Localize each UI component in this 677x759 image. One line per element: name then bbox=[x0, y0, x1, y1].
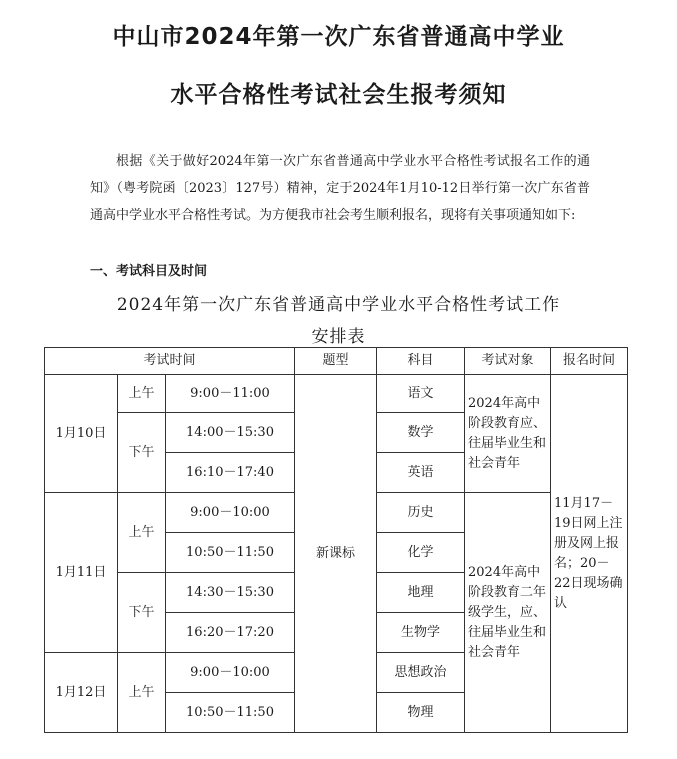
header-registration: 报名时间 bbox=[551, 348, 628, 375]
exam-schedule-table bbox=[44, 347, 628, 733]
time-cell: 10:50－11:50 bbox=[166, 693, 295, 733]
time-cell: 9:00－11:00 bbox=[166, 375, 295, 413]
table-row bbox=[45, 375, 628, 413]
time-cell: 16:20－17:20 bbox=[166, 613, 295, 653]
time-cell: 9:00－10:00 bbox=[166, 653, 295, 693]
header-question-type: 题型 bbox=[295, 348, 377, 375]
subject-cell: 历史 bbox=[377, 493, 465, 533]
table-title-line1: 2024年第一次广东省普通高中学业水平合格性考试工作 bbox=[116, 295, 561, 315]
question-type-cell: 新课标 bbox=[295, 375, 377, 733]
header-subject: 科目 bbox=[377, 348, 465, 375]
time-cell: 14:00－15:30 bbox=[166, 413, 295, 453]
time-cell: 9:00－10:00 bbox=[166, 493, 295, 533]
subject-cell: 思想政治 bbox=[377, 653, 465, 693]
subject-cell: 化学 bbox=[377, 533, 465, 573]
target-cell: 2024年高中阶段教育二年级学生，应、往届毕业生和社会青年 bbox=[465, 493, 551, 733]
subject-cell: 语文 bbox=[377, 375, 465, 413]
table-title-line2: 安排表 bbox=[311, 327, 366, 347]
subject-cell: 英语 bbox=[377, 453, 465, 493]
target-cell: 2024年高中阶段教育应、往届毕业生和社会青年 bbox=[465, 375, 551, 493]
time-cell: 10:50－11:50 bbox=[166, 533, 295, 573]
date-cell: 1月11日 bbox=[45, 493, 118, 653]
date-cell: 1月10日 bbox=[45, 375, 118, 493]
header-exam-time: 考试时间 bbox=[45, 348, 295, 375]
subject-cell: 生物学 bbox=[377, 613, 465, 653]
time-cell: 16:10－17:40 bbox=[166, 453, 295, 493]
subject-cell: 地理 bbox=[377, 573, 465, 613]
period-cell: 上午 bbox=[118, 493, 166, 573]
period-cell: 下午 bbox=[118, 413, 166, 493]
document-title-line2: 水平合格性考试社会生报考须知 bbox=[170, 82, 507, 108]
subject-cell: 物理 bbox=[377, 693, 465, 733]
header-target: 考试对象 bbox=[465, 348, 551, 375]
period-cell: 下午 bbox=[118, 573, 166, 653]
intro-paragraph: 根据《关于做好2024年第一次广东省普通高中学业水平合格性考试报名工作的通知》（粤考院函〔2023〕127号）精神，定于2024年1月10-12日举行第一次广东省普通高中学业水平合格性考试。为方便我市社会考生顺利报名，现将有关事项通知如下: bbox=[90, 154, 590, 223]
subject-cell: 数学 bbox=[377, 413, 465, 453]
table-header-row bbox=[45, 348, 628, 375]
registration-cell: 11月17－19日网上注册及网上报名；20－22日现场确认 bbox=[551, 375, 628, 733]
date-cell: 1月12日 bbox=[45, 653, 118, 733]
period-cell: 上午 bbox=[118, 653, 166, 733]
section-heading: 一、考试科目及时间 bbox=[90, 264, 208, 279]
document-title-line1: 中山市2024年第一次广东省普通高中学业 bbox=[112, 24, 565, 50]
period-cell: 上午 bbox=[118, 375, 166, 413]
time-cell: 14:30－15:30 bbox=[166, 573, 295, 613]
